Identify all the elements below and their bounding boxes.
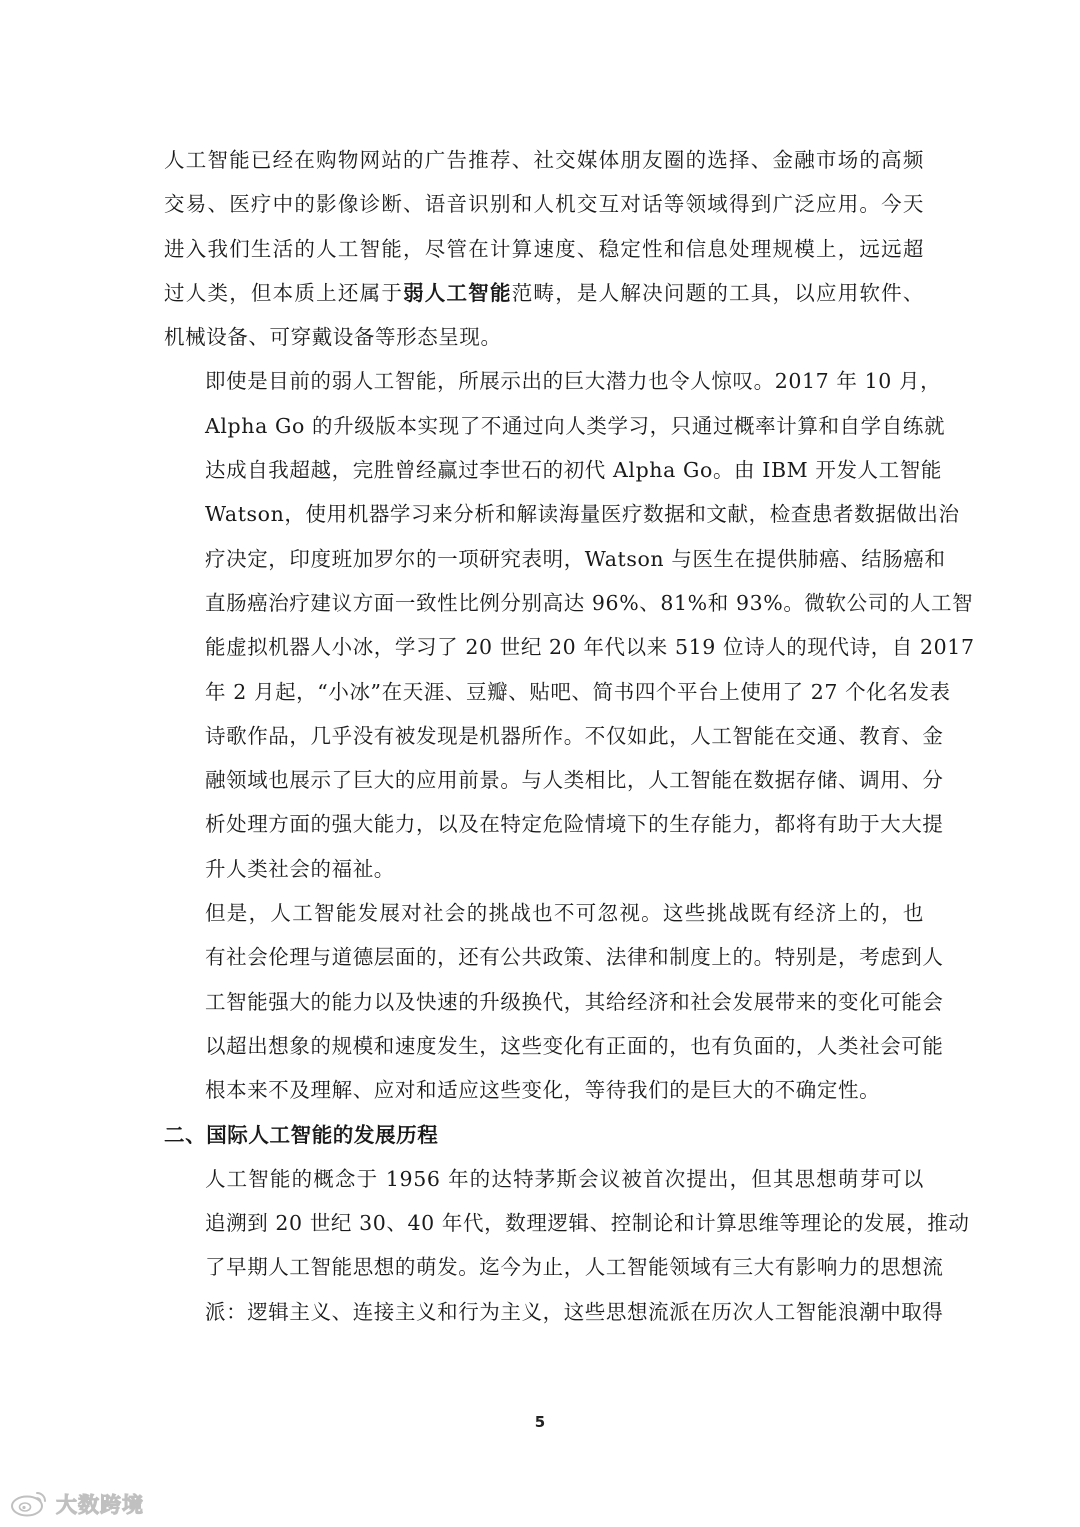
text-line: Watson，使用机器学习来分析和解读海量医疗数据和文献，检查患者数据做出治 <box>205 502 960 527</box>
text-line: 了早期人工智能思想的萌发。迄今为止，人工智能领域有三大有影响力的思想流 <box>205 1255 944 1280</box>
text-line: 有社会伦理与道德层面的，还有公共政策、法律和制度上的。特别是，考虑到人 <box>205 945 944 970</box>
bold-term-weak-ai: 弱人工智能 <box>403 280 512 305</box>
text-line: 追溯到 20 世纪 30、40 年代，数理逻辑、控制论和计算思维等理论的发展，推动 <box>205 1211 970 1236</box>
text-line: 人工智能的概念于 1956 年的达特茅斯会议被首次提出，但其思想萌芽可以 <box>205 1166 924 1191</box>
text-line: 升人类社会的福祉。 <box>205 856 395 881</box>
text-line <box>164 271 924 315</box>
text-line: 但是，人工智能发展对社会的挑战也不可忽视。这些挑战既有经济上的，也 <box>205 901 924 926</box>
text-line: 诗歌作品，几乎没有被发现是机器所作。不仅如此，人工智能在交通、教育、金 <box>205 723 944 748</box>
text-line: 能虚拟机器人小冰，学习了 20 世纪 20 年代以来 519 位诗人的现代诗，自 2017 <box>205 635 975 660</box>
paragraph-2 <box>164 359 975 891</box>
weibo-logo-icon <box>10 1487 50 1521</box>
text-line: 根本来不及理解、应对和适应这些变化，等待我们的是巨大的不确定性。 <box>205 1078 881 1103</box>
text-line: 析处理方面的强大能力，以及在特定危险情境下的生存能力，都将有助于大大提 <box>205 812 944 837</box>
section-heading: 二、国际人工智能的发展历程 <box>164 1122 439 1147</box>
document-page-body <box>164 138 975 1334</box>
paragraph-3 <box>164 891 944 1112</box>
text-line: 人工智能已经在购物网站的广告推荐、社交媒体朋友圈的选择、金融市场的高频 <box>164 148 924 172</box>
text-line: 疗决定，印度班加罗尔的一项研究表明，Watson 与医生在提供肺癌、结肠癌和 <box>205 546 946 571</box>
section-paragraph <box>164 1157 970 1334</box>
text-line: 派：逻辑主义、连接主义和行为主义，这些思想流派在历次人工智能浪潮中取得 <box>205 1299 944 1324</box>
page-number: 5 <box>534 1413 546 1431</box>
watermark <box>10 1487 144 1521</box>
text-line: 达成自我超越，完胜曾经赢过李世石的初代 Alpha Go。由 IBM 开发人工智能 <box>205 458 942 483</box>
watermark-text: 大数跨境 <box>56 1493 144 1517</box>
text-line: 直肠癌治疗建议方面一致性比例分别高达 96%、81%和 93%。微软公司的人工智 <box>205 590 974 615</box>
text-line: 以超出想象的规模和速度发生，这些变化有正面的，也有负面的，人类社会可能 <box>205 1033 944 1058</box>
text-line: 机械设备、可穿戴设备等形态呈现。 <box>164 325 502 350</box>
text-line: 工智能强大的能力以及快速的升级换代，其给经济和社会发展带来的变化可能会 <box>205 989 944 1014</box>
paragraph-1 <box>164 138 924 359</box>
text-line: Alpha Go 的升级版本实现了不通过向人类学习，只通过概率计算和自学自练就 <box>205 413 946 438</box>
text-line: 交易、医疗中的影像诊断、语音识别和人机交互对话等领域得到广泛应用。今天 <box>164 192 924 217</box>
text-fragment: 过人类，但本质上还属于 <box>164 280 404 305</box>
text-fragment: 范畴，是人解决问题的工具，以应用软件、 <box>511 280 925 305</box>
text-line: 即使是目前的弱人工智能，所展示出的巨大潜力也令人惊叹。2017 年 10 月， <box>205 369 942 394</box>
text-line: 年 2 月起，“小冰”在天涯、豆瓣、贴吧、简书四个平台上使用了 27 个化名发表 <box>205 679 951 704</box>
text-line: 进入我们生活的人工智能，尽管在计算速度、稳定性和信息处理规模上，远远超 <box>164 236 924 261</box>
text-line: 融领域也展示了巨大的应用前景。与人类相比，人工智能在数据存储、调用、分 <box>205 768 944 793</box>
